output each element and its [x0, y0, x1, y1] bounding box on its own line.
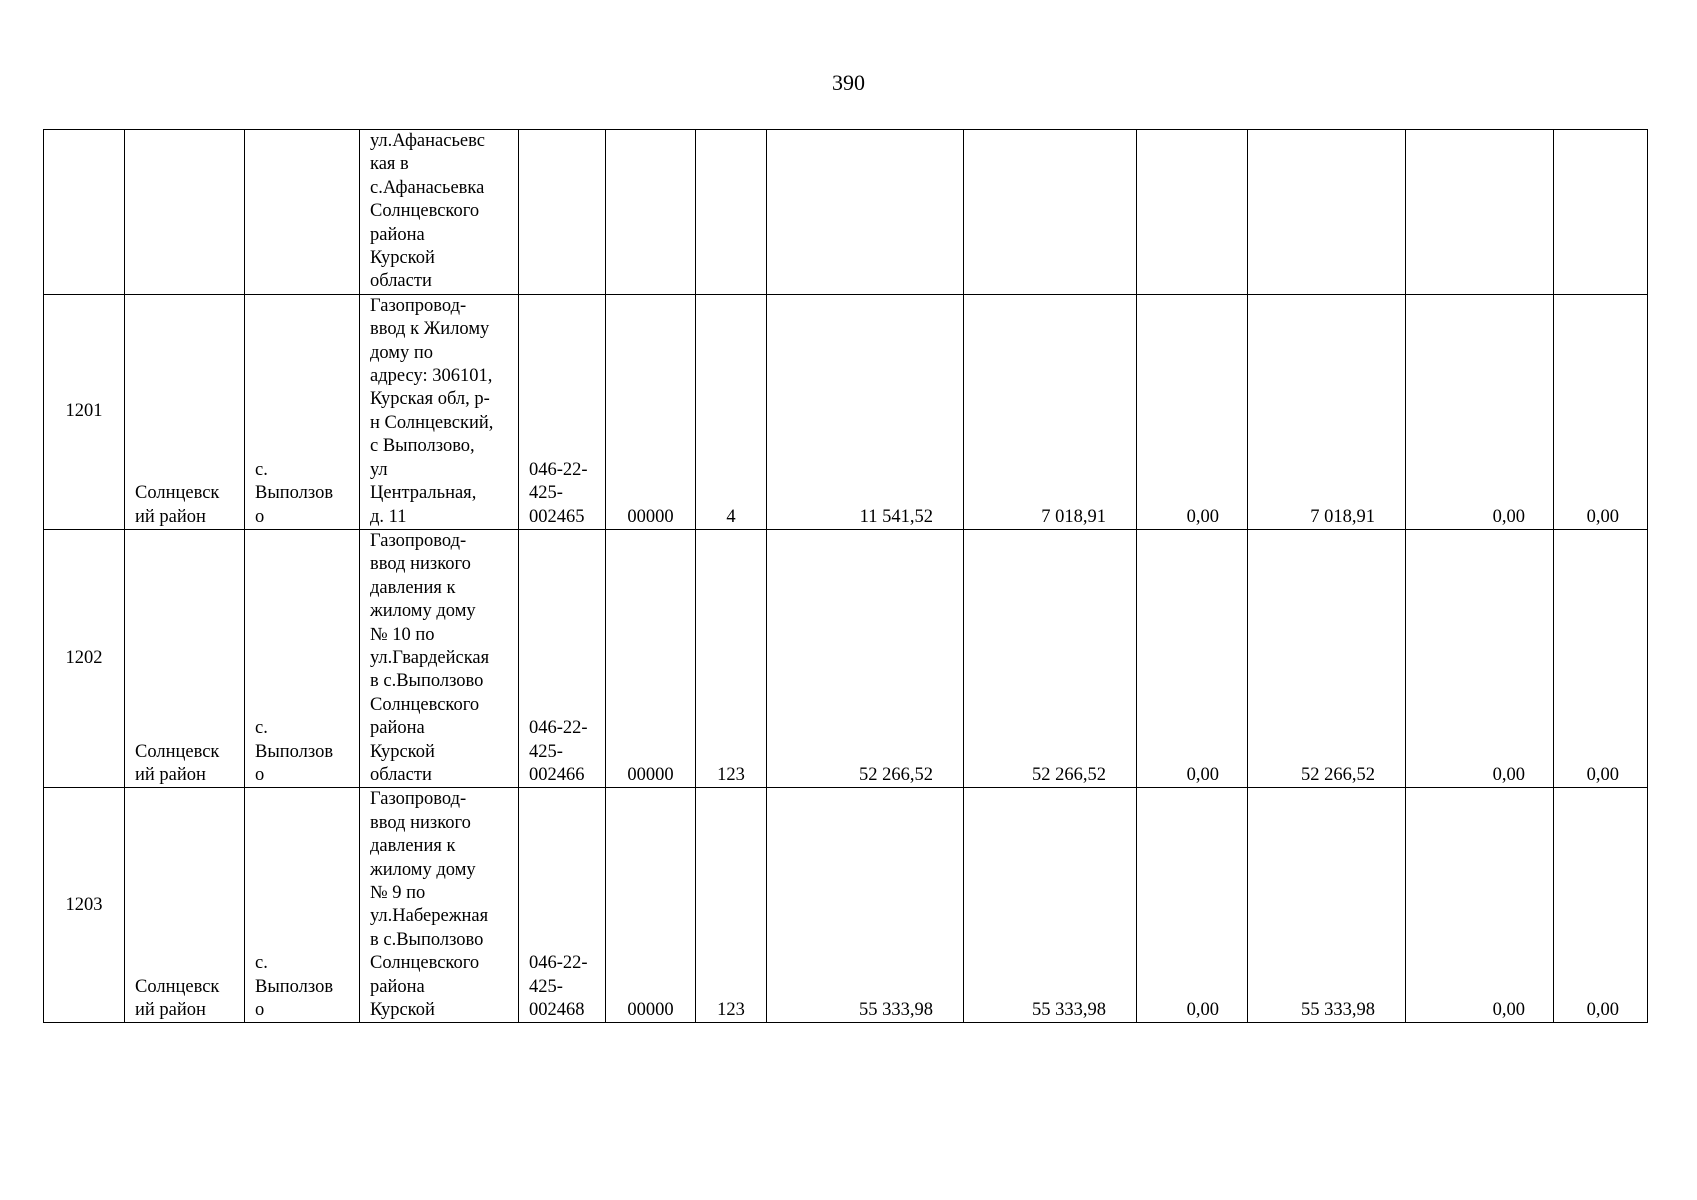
cell-num: 1201 — [44, 294, 125, 529]
cell-quantity — [696, 130, 767, 295]
cell-value-2: 7 018,91 — [964, 294, 1137, 529]
cell-value-4 — [1248, 130, 1406, 295]
cell-object-name: Газопровод- ввод низкого давления к жилому дому № 9 по ул.Набережная в с.Выползово Солнцевского района Курской — [360, 788, 519, 1023]
table-row-continuation — [44, 130, 1648, 295]
cell-value-1: 52 266,52 — [767, 529, 964, 787]
cell-settlement: с. Выползов о — [245, 788, 360, 1023]
cell-value-1: 11 541,52 — [767, 294, 964, 529]
cell-value-6: 0,00 — [1554, 529, 1648, 787]
cell-district: Солнцевск ий район — [125, 788, 245, 1023]
cell-value-6: 0,00 — [1554, 788, 1648, 1023]
cell-value-3: 0,00 — [1137, 529, 1248, 787]
cell-value-5 — [1406, 130, 1554, 295]
cell-district — [125, 130, 245, 295]
table-row — [44, 788, 1648, 1023]
cell-value-1: 55 333,98 — [767, 788, 964, 1023]
cell-value-2: 52 266,52 — [964, 529, 1137, 787]
cell-code: 00000 — [606, 529, 696, 787]
cell-value-3: 0,00 — [1137, 788, 1248, 1023]
cell-inv-number: 046-22- 425- 002466 — [519, 529, 606, 787]
cell-value-5: 0,00 — [1406, 294, 1554, 529]
cell-value-2: 55 333,98 — [964, 788, 1137, 1023]
cell-district: Солнцевск ий район — [125, 529, 245, 787]
cell-quantity: 4 — [696, 294, 767, 529]
cell-num: 1203 — [44, 788, 125, 1023]
cell-value-1 — [767, 130, 964, 295]
cell-code: 00000 — [606, 294, 696, 529]
cell-value-4: 55 333,98 — [1248, 788, 1406, 1023]
cell-object-name: ул.Афанасьевс кая в с.Афанасьевка Солнцевского района Курской области — [360, 130, 519, 295]
cell-code — [606, 130, 696, 295]
cell-object-name: Газопровод- ввод к Жилому дому по адресу: 306101, Курская обл, р- н Солнцевский, с Выползово, ул Центральная, д. 11 — [360, 294, 519, 529]
cell-value-3 — [1137, 130, 1248, 295]
cell-value-4: 7 018,91 — [1248, 294, 1406, 529]
cell-settlement: с. Выползов о — [245, 529, 360, 787]
table-row — [44, 529, 1648, 787]
cell-quantity: 123 — [696, 788, 767, 1023]
cell-value-5: 0,00 — [1406, 788, 1554, 1023]
cell-inv-number: 046-22- 425- 002465 — [519, 294, 606, 529]
table-row — [44, 294, 1648, 529]
cell-quantity: 123 — [696, 529, 767, 787]
registry-table — [43, 129, 1648, 1023]
cell-value-4: 52 266,52 — [1248, 529, 1406, 787]
cell-num — [44, 130, 125, 295]
cell-object-name: Газопровод- ввод низкого давления к жилому дому № 10 по ул.Гвардейская в с.Выползово Солнцевского района Курской области — [360, 529, 519, 787]
cell-value-5: 0,00 — [1406, 529, 1554, 787]
cell-value-3: 0,00 — [1137, 294, 1248, 529]
cell-settlement: с. Выползов о — [245, 294, 360, 529]
page-number: 390 — [832, 70, 865, 95]
cell-value-6 — [1554, 130, 1648, 295]
cell-num: 1202 — [44, 529, 125, 787]
cell-value-2 — [964, 130, 1137, 295]
cell-value-6: 0,00 — [1554, 294, 1648, 529]
cell-district: Солнцевск ий район — [125, 294, 245, 529]
cell-settlement — [245, 130, 360, 295]
cell-inv-number: 046-22- 425- 002468 — [519, 788, 606, 1023]
cell-inv-number — [519, 130, 606, 295]
cell-code: 00000 — [606, 788, 696, 1023]
